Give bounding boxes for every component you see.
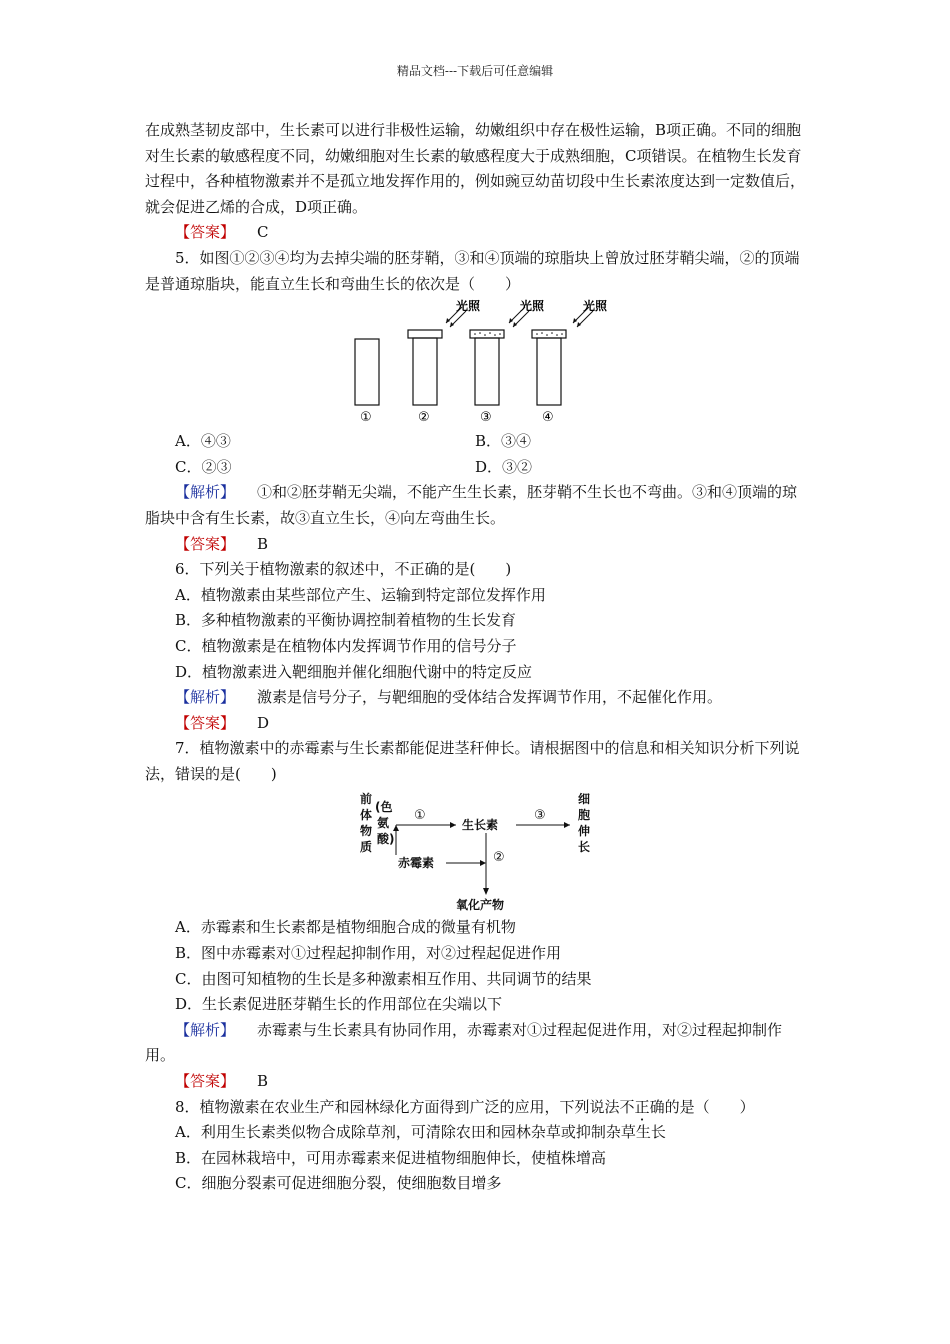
q5-answer: B bbox=[257, 534, 269, 553]
step-2-label: ② bbox=[492, 850, 505, 866]
coleoptile-2 bbox=[413, 338, 437, 405]
q5-analysis: 【解析】 ①和②胚芽鞘无尖端，不能产生生长素，胚芽鞘不生长也不弯曲。③和④顶端的琼脂块中含有生长素，故③直立生长，④向左弯曲生长。 bbox=[145, 483, 798, 527]
light-label-3: 光照 bbox=[582, 299, 607, 314]
answer-label: 【答案】 bbox=[175, 534, 236, 553]
q6-option-a: A．植物激素由某些部位产生、运输到特定部位发挥作用 bbox=[175, 585, 546, 604]
coleoptile-1 bbox=[355, 339, 379, 405]
answer-label: 【答案】 bbox=[175, 713, 236, 732]
elong-char-2: 胞 bbox=[577, 808, 590, 823]
elong-char-1: 细 bbox=[577, 792, 590, 807]
q5-option-c: C．②③ bbox=[175, 457, 232, 476]
document-body bbox=[145, 118, 810, 1197]
q6-option-d: D．植物激素进入靶细胞并催化细胞代谢中的特定反应 bbox=[175, 662, 533, 681]
analysis-label: 【解析】 bbox=[175, 1020, 236, 1039]
light-label-2: 光照 bbox=[519, 299, 544, 314]
q6-analysis: 【解析】 激素是信号分子，与靶细胞的受体结合发挥调节作用，不起催化作用。 bbox=[175, 688, 723, 707]
label-4: ④ bbox=[541, 410, 554, 426]
q6-answer: D bbox=[257, 713, 270, 732]
trp-char-3: 酸) bbox=[376, 832, 394, 847]
label-3: ③ bbox=[479, 410, 492, 426]
step-3-label: ③ bbox=[533, 808, 546, 824]
q8-option-a: A．利用生长素类似物合成除草剂，可清除农田和园林杂草或抑制杂草生长 bbox=[175, 1123, 666, 1142]
q6-option-c: C．植物激素是在植物体内发挥调节作用的信号分子 bbox=[175, 636, 517, 655]
q8-stem: 8．植物激素在农业生产和园林绿化方面得到广泛的应用，下列说法不正确的是（ ） bbox=[175, 1097, 755, 1116]
q5-coleoptile-figure bbox=[338, 299, 618, 427]
q8-option-b: B．在园林栽培中，可用赤霉素来促进植物细胞伸长，使植株增高 bbox=[175, 1148, 607, 1167]
label-2: ② bbox=[417, 410, 430, 426]
analysis-label: 【解析】 bbox=[175, 483, 236, 502]
q5-option-a: A．④③ bbox=[175, 432, 231, 451]
light-label-1: 光照 bbox=[455, 299, 480, 314]
q5-answer-line bbox=[145, 532, 810, 558]
q7-hormone-diagram bbox=[358, 789, 598, 913]
q5-stem: 5．如图①②③④均为去掉尖端的胚芽鞘，③和④顶端的琼脂块上曾放过胚芽鞘尖端，②的顶端是普通琼脂块，能直立生长和弯曲生长的依次是（ ） bbox=[145, 248, 800, 293]
q7-option-d: D．生长素促进胚芽鞘生长的作用部位在尖端以下 bbox=[175, 995, 503, 1014]
label-1: ① bbox=[359, 410, 372, 426]
q7-analysis: 【解析】 赤霉素与生长素具有协同作用，赤霉素对①过程起促进作用，对②过程起抑制作用。 bbox=[145, 1020, 783, 1065]
q6-stem: 6．下列关于植物激素的叙述中，不正确的是( ) bbox=[175, 560, 512, 579]
precursor-char-2: 体 bbox=[359, 808, 372, 823]
trp-char-1: (色 bbox=[374, 800, 392, 815]
precursor-char-3: 物 bbox=[359, 824, 372, 839]
coleoptile-3 bbox=[475, 338, 499, 405]
gibberellin-label: 赤霉素 bbox=[397, 856, 434, 871]
q7-answer: B bbox=[257, 1072, 269, 1091]
page-header: 精品文档---下载后可任意编辑 bbox=[396, 64, 554, 78]
q5-option-b: B．③④ bbox=[475, 432, 532, 451]
coleoptile-4 bbox=[537, 338, 561, 405]
q6-option-b: B．多种植物激素的平衡协调控制着植物的生长发育 bbox=[175, 611, 517, 630]
q4-answer: C bbox=[257, 223, 269, 242]
q8-option-c: C．细胞分裂素可促进细胞分裂，使细胞数目增多 bbox=[175, 1174, 502, 1193]
q4-answer-line bbox=[145, 220, 810, 246]
elong-char-4: 长 bbox=[577, 840, 590, 855]
precursor-char-1: 前 bbox=[359, 792, 372, 807]
q5-option-d: D．③② bbox=[475, 457, 533, 476]
intro-paragraph: 在成熟茎韧皮部中，生长素可以进行非极性运输，幼嫩组织中存在极性运输，B项正确。不同的细胞对生长素的敏感程度不同，幼嫩细胞对生长素的敏感程度大于成熟细胞，C项错误。在植物生长发育过程中，各种植物激素并不是孤立地发挥作用的，例如豌豆幼苗切段中生长素浓度达到一定数值后，就会促进乙烯的合成，D项正确。 bbox=[145, 121, 806, 216]
precursor-char-4: 质 bbox=[359, 840, 372, 855]
q7-stem: 7．植物激素中的赤霉素与生长素都能促进茎秆伸长。请根据图中的信息和相关知识分析下列说法，错误的是( ) bbox=[145, 739, 800, 783]
elong-char-3: 伸 bbox=[577, 824, 590, 839]
q7-answer-line bbox=[145, 1069, 810, 1095]
q7-option-c: C．由图可知植物的生长是多种激素相互作用、共同调节的结果 bbox=[175, 969, 592, 988]
q7-option-a: A．赤霉素和生长素都是植物细胞合成的微量有机物 bbox=[175, 918, 516, 937]
oxidation-label: 氧化产物 bbox=[455, 898, 504, 913]
step-1-label: ① bbox=[413, 808, 426, 824]
emphasis-dot: 不 bbox=[619, 1097, 635, 1116]
q5-options-cd bbox=[145, 455, 810, 481]
trp-char-2: 氨 bbox=[376, 816, 389, 831]
auxin-label: 生长素 bbox=[461, 818, 498, 833]
q5-options-ab bbox=[145, 429, 810, 455]
analysis-label: 【解析】 bbox=[175, 688, 236, 707]
q6-answer-line bbox=[145, 711, 810, 737]
answer-label: 【答案】 bbox=[175, 223, 236, 242]
agar-block-plain bbox=[408, 330, 442, 338]
q7-option-b: B．图中赤霉素对①过程起抑制作用，对②过程起促进作用 bbox=[175, 944, 562, 963]
answer-label: 【答案】 bbox=[175, 1072, 236, 1091]
